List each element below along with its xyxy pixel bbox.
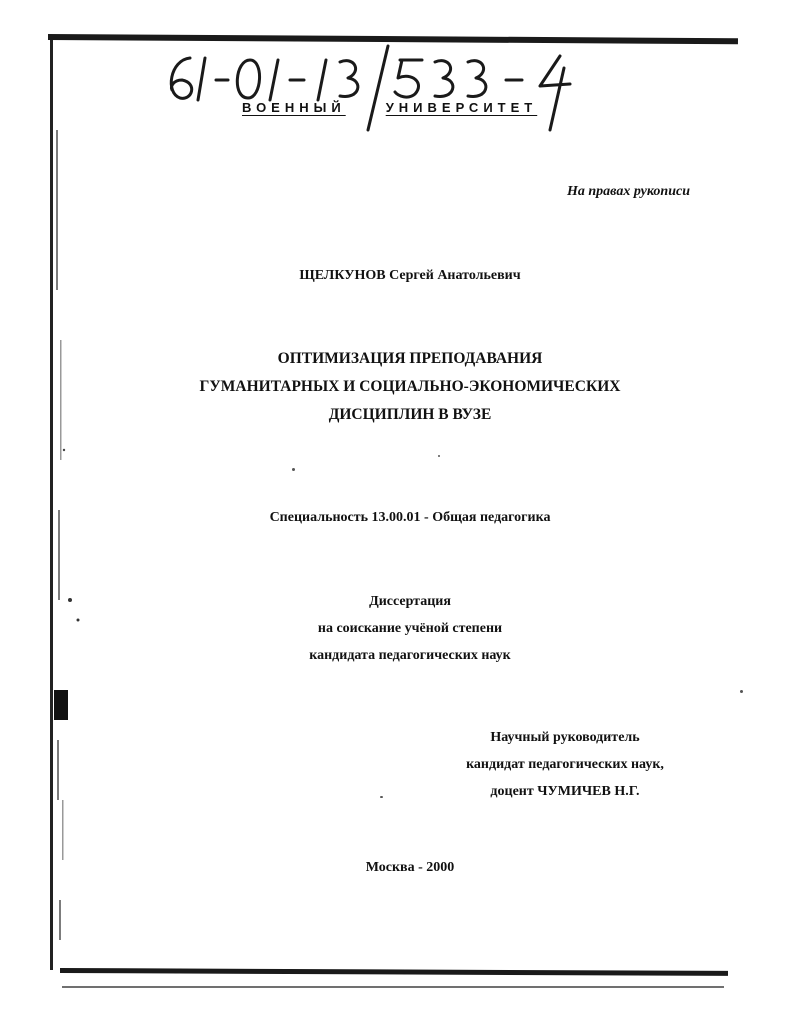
specialty-line: Специальность 13.00.01 - Общая педагогика xyxy=(269,510,551,525)
dissertation-title xyxy=(60,345,760,429)
university-word-universitet: УНИВЕРСИТЕТ xyxy=(385,100,538,115)
scan-speck xyxy=(740,690,743,693)
scan-left-edge-noise xyxy=(50,40,90,970)
scan-speck xyxy=(380,796,383,798)
scientific-advisor xyxy=(430,724,700,805)
title-line: ОПТИМИЗАЦИЯ ПРЕПОДАВАНИЯ xyxy=(277,350,543,367)
author-name: ЩЕЛКУНОВ Сергей Анатольевич xyxy=(299,268,521,283)
title-line: ГУМАНИТАРНЫХ И СОЦИАЛЬНО-ЭКОНОМИЧЕСКИХ xyxy=(199,378,621,395)
city-year: Москва - 2000 xyxy=(365,860,455,875)
degree-line: на соискание учёной степени xyxy=(317,621,503,636)
university-word-voenny: ВОЕННЫЙ xyxy=(242,100,346,115)
advisor-line: доцент ЧУМИЧЕВ Н.Г. xyxy=(490,784,640,799)
scan-border-bottom-thin xyxy=(62,986,724,988)
dissertation-degree xyxy=(60,588,760,669)
university-header xyxy=(242,100,582,115)
manuscript-note: На правах рукописи xyxy=(567,184,690,199)
scan-border-bottom xyxy=(60,968,728,976)
advisor-line: Научный руководитель xyxy=(490,730,640,745)
scan-speck xyxy=(292,468,295,471)
advisor-line: кандидат педагогических наук, xyxy=(466,757,664,772)
degree-line: кандидата педагогических наук xyxy=(309,648,511,663)
degree-line: Диссертация xyxy=(369,594,451,609)
scan-speck xyxy=(438,455,440,457)
title-line: ДИСЦИПЛИН В ВУЗЕ xyxy=(328,406,492,423)
handwritten-archive-number xyxy=(150,38,610,138)
